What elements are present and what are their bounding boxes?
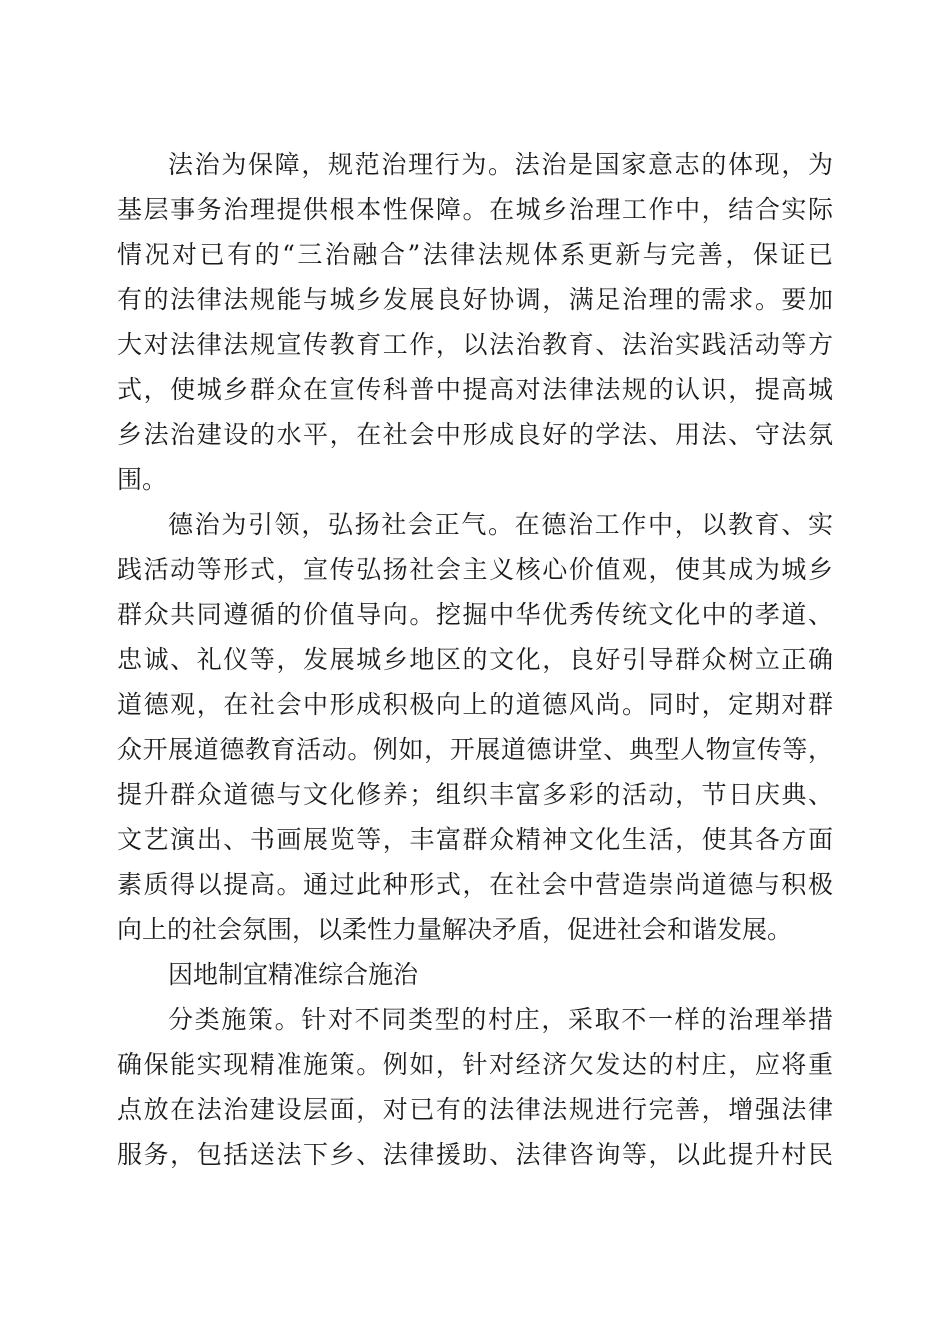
paragraph-line: 围。 [117,465,168,494]
paragraph-line: 素质得以提高。通过此种形式，在社会中营造崇尚道德与积极 [117,870,833,899]
paragraph-rule-of-law [117,142,833,502]
paragraph-line: 向上的社会氛围，以柔性力量解决矛盾，促进社会和谐发展。 [117,915,793,944]
document-body [117,142,833,1177]
paragraph-line: 式，使城乡群众在宣传科普中提高对法律法规的认识，提高城 [117,375,833,404]
paragraph-classified-measures [117,997,833,1177]
paragraph-line: 大对法律法规宣传教育工作，以法治教育、法治实践活动等方 [117,330,833,359]
paragraph-line: 点放在法治建设层面，对已有的法律法规进行完善，增强法律 [117,1095,833,1124]
paragraph-line: 法治为保障，规范治理行为。法治是国家意志的体现，为 [168,150,833,179]
paragraph-line: 提升群众道德与文化修养；组织丰富多彩的活动，节日庆典、 [117,780,833,809]
paragraph-rule-of-virtue [117,502,833,952]
paragraph-line: 服务，包括送法下乡、法律援助、法律咨询等，以此提升村民 [117,1140,833,1169]
paragraph-line: 文艺演出、书画展览等，丰富群众精神文化生活，使其各方面 [117,825,833,854]
paragraph-line: 群众共同遵循的价值导向。挖掘中华优秀传统文化中的孝道、 [117,600,833,629]
paragraph-line: 确保能实现精准施策。例如，针对经济欠发达的村庄，应将重 [117,1050,833,1079]
paragraph-line: 有的法律法规能与城乡发展良好协调，满足治理的需求。要加 [117,285,833,314]
paragraph-line: 践活动等形式，宣传弘扬社会主义核心价值观，使其成为城乡 [117,555,833,584]
paragraph-line: 基层事务治理提供根本性保障。在城乡治理工作中，结合实际 [117,195,833,224]
paragraph-line: 道德观，在社会中形成积极向上的道德风尚。同时，定期对群 [117,690,833,719]
paragraph-line: 分类施策。针对不同类型的村庄，采取不一样的治理举措 [168,1005,833,1034]
paragraph-line: 乡法治建设的水平，在社会中形成良好的学法、用法、守法氛 [117,420,833,449]
paragraph-line: 情况对已有的“三治融合”法律法规体系更新与完善，保证已 [117,240,833,269]
paragraph-line: 忠诚、礼仪等，发展城乡地区的文化，良好引导群众树立正确 [117,645,833,674]
paragraph-line: 德治为引领，弘扬社会正气。在德治工作中，以教育、实 [168,510,833,539]
section-heading: 因地制宜精准综合施治 [168,960,419,989]
paragraph-line: 众开展道德教育活动。例如，开展道德讲堂、典型人物宣传等， [117,735,833,764]
